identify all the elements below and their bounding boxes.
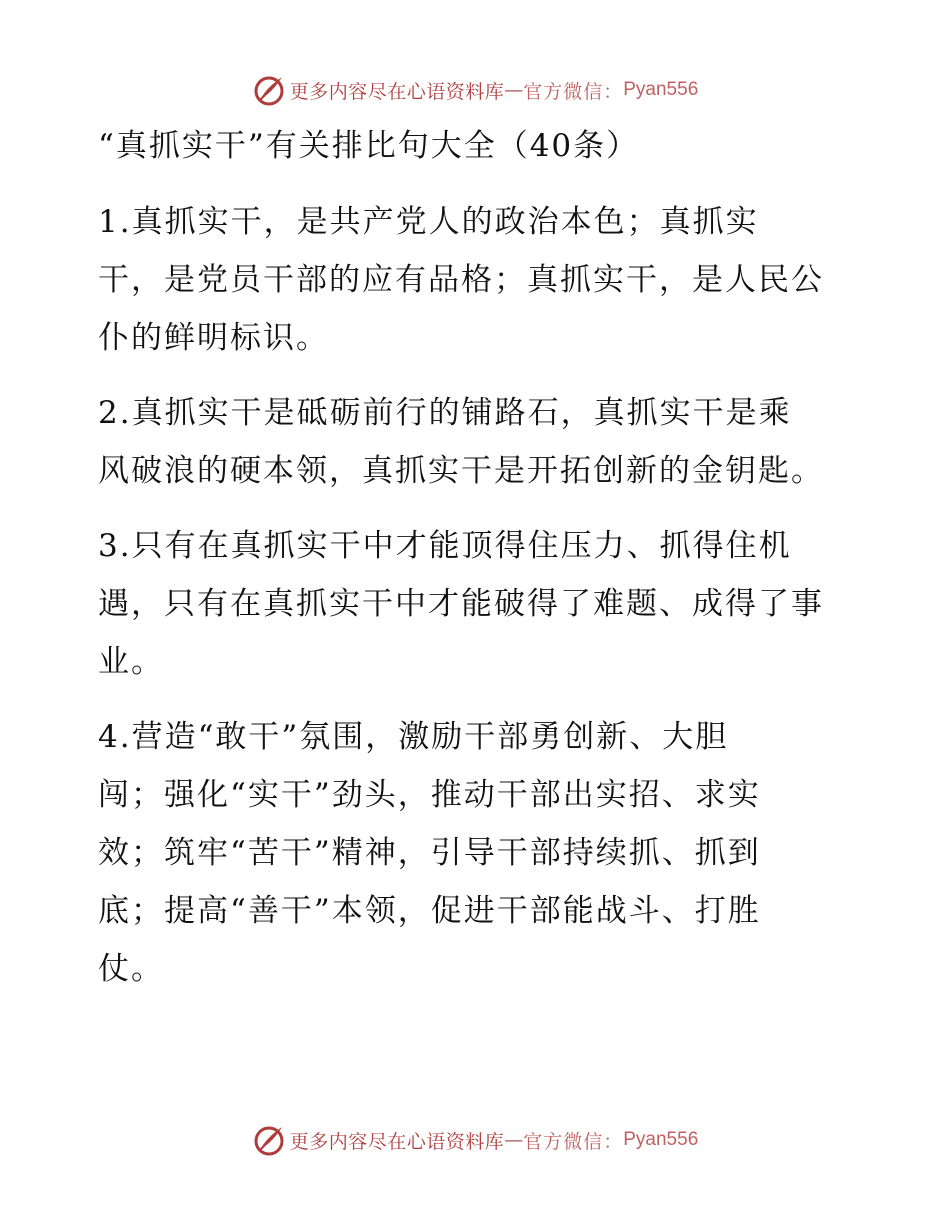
footer-watermark-banner	[0, 1120, 950, 1160]
paragraph-line: 3.只有在真抓实干中才能顶得住压力、抓得住机	[98, 528, 792, 564]
header-watermark-banner	[0, 70, 950, 110]
banner-wechat-id: Pyan556	[623, 1129, 699, 1150]
banner-dash: —	[504, 79, 524, 101]
paragraph-line: 闯；强化“实干”劲头，推动干部出实招、求实	[98, 777, 761, 813]
paragraph-1	[98, 193, 858, 367]
paragraph-line: 1.真抓实干，是共产党人的政治本色；真抓实	[98, 204, 759, 240]
banner-text: 更多内容尽在心语资料库	[289, 1130, 505, 1153]
paragraph-2	[98, 384, 858, 500]
paragraph-line: 风破浪的硬本领，真抓实干是开拓创新的金钥匙。	[98, 453, 824, 489]
paragraph-line: 4.营造“敢干”氛围，激励干部勇创新、大胆	[98, 719, 729, 755]
quill-logo-icon	[252, 73, 286, 107]
paragraph-line: 底；提高“善干”本领，促进干部能战斗、打胜	[98, 893, 761, 929]
banner-wechat-label: 官方微信：	[523, 80, 624, 103]
banner-text: 更多内容尽在心语资料库	[289, 80, 505, 103]
banner-dash: —	[504, 1129, 524, 1151]
paragraph-line: 仆的鲜明标识。	[98, 320, 329, 356]
paragraph-line: 仗。	[98, 951, 164, 987]
paragraph-line: 干，是党员干部的应有品格；真抓实干，是人民公	[98, 262, 824, 298]
banner-wechat-label: 官方微信：	[523, 1130, 624, 1153]
paragraph-line: 遇，只有在真抓实干中才能破得了难题、成得了事	[98, 586, 824, 622]
document-title: “真抓实干”有关排比句大全（40条）	[98, 128, 640, 164]
paragraph-line: 效；筑牢“苦干”精神，引导干部持续抓、抓到	[98, 835, 761, 871]
paragraph-4	[98, 708, 858, 998]
banner-wechat-id: Pyan556	[623, 79, 699, 100]
paragraph-line: 2.真抓实干是砥砺前行的铺路石，真抓实干是乘	[98, 395, 792, 431]
paragraph-line: 业。	[98, 644, 164, 680]
quill-logo-icon	[252, 1123, 286, 1157]
paragraph-3	[98, 517, 858, 691]
